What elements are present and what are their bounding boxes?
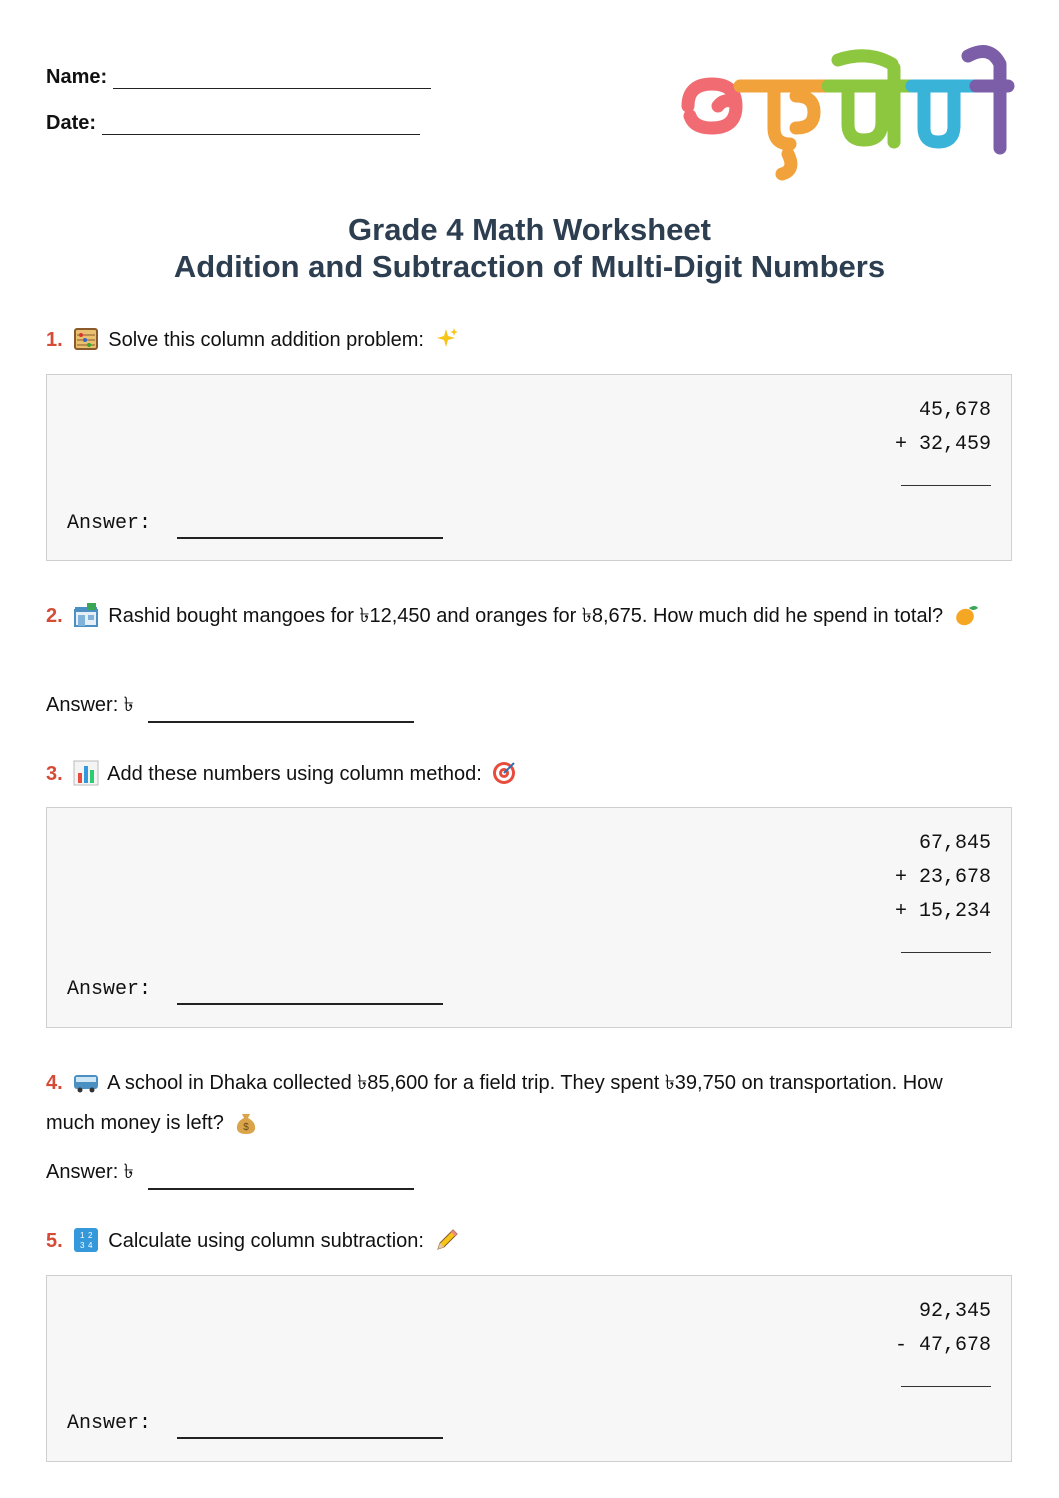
date-label: Date: (46, 112, 97, 134)
operand-row: + 32,459 (894, 433, 991, 456)
operand-row: + 23,678 (894, 866, 991, 889)
operand-row: + 15,234 (894, 900, 991, 923)
worksheet-title: Grade 4 Math Worksheet (348, 212, 711, 247)
question-text: Calculate using column subtraction: (108, 1230, 424, 1252)
question-number: 4. (46, 1072, 63, 1094)
question-4 (46, 1063, 996, 1143)
problem-box-3 (46, 807, 1012, 1028)
name-field (46, 66, 431, 89)
answer-label: Answer: (67, 978, 152, 1001)
difference-rule (901, 1386, 991, 1387)
question-text: Rashid bought mangoes for ৳12,450 and oranges for ৳8,675. How much did he spend in total? (108, 605, 944, 627)
mango-icon (953, 602, 979, 628)
answer-label: Answer: (67, 512, 152, 535)
question-number: 2. (46, 605, 63, 627)
svg-text:3: 3 (79, 1241, 85, 1250)
date-field (46, 112, 420, 135)
abacus-icon (73, 326, 99, 352)
question-text: A school in Dhaka collected ৳85,600 for a field trip. They spent ৳39,750 on transportation. How much money is left? (46, 1072, 943, 1134)
answer-4 (46, 1157, 414, 1190)
date-blank[interactable] (102, 116, 420, 135)
operand-row: 92,345 (918, 1300, 991, 1323)
question-text: Solve this column addition problem: (108, 329, 424, 351)
bus-icon (73, 1069, 99, 1095)
convenience-store-icon (73, 602, 99, 628)
problem-box-1 (46, 374, 1012, 561)
answer-label: Answer: ৳ (46, 694, 134, 716)
anushiloni-logo (678, 44, 1016, 184)
answer-2 (46, 690, 414, 723)
name-blank[interactable] (113, 70, 431, 89)
answer-label: Answer: (67, 1412, 152, 1435)
svg-text:4: 4 (87, 1241, 93, 1250)
target-icon (491, 760, 517, 786)
question-number: 3. (46, 763, 63, 785)
answer-blank[interactable] (148, 1168, 414, 1190)
problem-box-5 (46, 1275, 1012, 1462)
answer-blank[interactable] (148, 701, 414, 723)
question-number: 1. (46, 329, 63, 351)
svg-text:2: 2 (87, 1231, 93, 1240)
question-3 (46, 754, 996, 794)
money-bag-icon (233, 1109, 259, 1135)
operand-row: - 47,678 (894, 1334, 991, 1357)
sum-rule (901, 485, 991, 486)
sparkles-icon (434, 326, 460, 352)
svg-text:1: 1 (79, 1231, 85, 1240)
sum-rule (901, 952, 991, 953)
answer-blank[interactable] (177, 537, 443, 539)
name-label: Name: (46, 66, 108, 88)
svg-text:$: $ (243, 1122, 250, 1133)
answer-blank[interactable] (177, 1003, 443, 1005)
question-1 (46, 320, 996, 360)
operand-row: 67,845 (918, 832, 991, 855)
question-text: Add these numbers using column method: (107, 763, 482, 785)
question-5 (46, 1221, 996, 1261)
worksheet-subtitle: Addition and Subtraction of Multi-Digit Numbers (173, 249, 886, 284)
bar-chart-icon (73, 760, 99, 786)
numbers-1234-icon (73, 1227, 99, 1253)
answer-label: Answer: ৳ (46, 1161, 134, 1183)
operand-row: 45,678 (918, 399, 991, 422)
answer-blank[interactable] (177, 1437, 443, 1439)
question-2 (46, 596, 996, 636)
question-number: 5. (46, 1230, 63, 1252)
pencil-icon (434, 1227, 460, 1253)
